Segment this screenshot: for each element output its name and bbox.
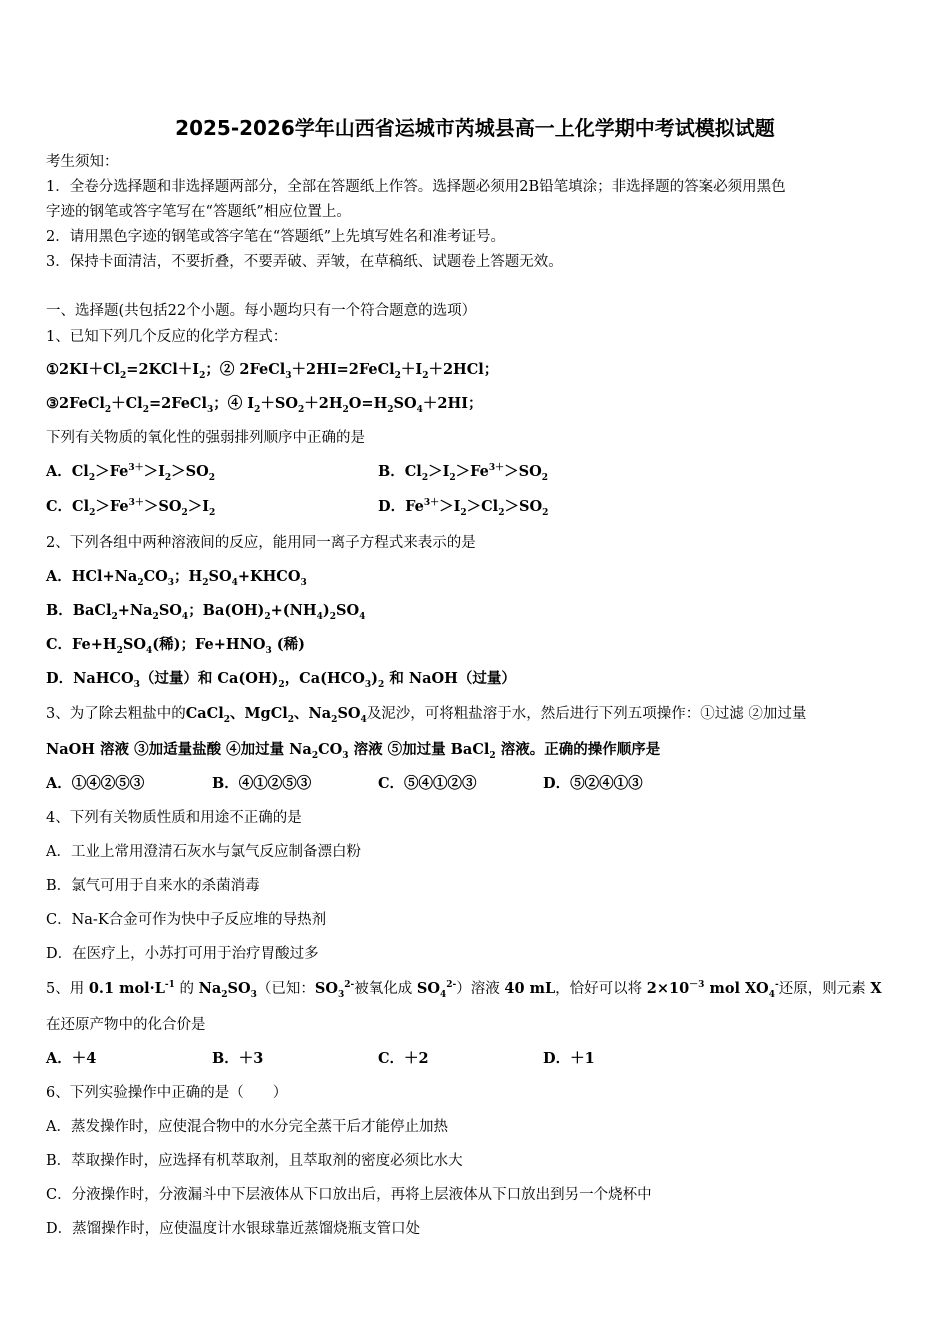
- notice-item: 1．全卷分选择题和非选择题两部分，全部在答题纸上作答。选择题必须用2B铅笔填涂；非选择题的答案必须用黑色: [46, 179, 786, 195]
- q3-option-b: B．④①②⑤③: [212, 775, 312, 792]
- notice-heading: 考生须知：: [46, 154, 119, 170]
- q1-equations-line1: $①2KI+Cl_2=2KCl+I_2$；② $2FeCl_3+2HI=2FeCl_2+I_2+2HCl$；: [46, 361, 499, 381]
- q5-option-a: A．＋4: [46, 1050, 97, 1067]
- q1-option-c: C．$Cl_2>Fe^{3+}>SO_2>I_2$: [46, 498, 216, 518]
- q6-option-c: C．分液操作时，分液漏斗中下层液体从下口放出后，再将上层液体从下口放出到另一个烧杯中: [46, 1187, 652, 1203]
- q1-equations-line2: $③2FeCl_2+Cl_2=2FeCl_3$；④ $I_2+SO_2+2H_2O=H_2SO_4+2HI$；: [46, 395, 483, 415]
- q4-option-b: B．氯气可用于自来水的杀菌消毒: [46, 878, 260, 894]
- question-4-stem: 4、下列有关物质性质和用途不正确的是: [46, 810, 302, 826]
- q5-option-b: B．＋3: [212, 1050, 264, 1067]
- notice-item: 字迹的钢笔或答字笔写在“答题纸”相应位置上。: [46, 204, 351, 220]
- q5-option-c: C．＋2: [378, 1050, 429, 1067]
- q1-option-b: B．$Cl_2>I_2>Fe^{3+}>SO_2$: [378, 463, 549, 483]
- q4-option-c: C．Na-K合金可作为快中子反应堆的导热剂: [46, 912, 327, 928]
- section-heading: 一、选择题(共包括22个小题。每小题均只有一个符合题意的选项）: [46, 303, 477, 319]
- q3-option-a: A．①④②⑤③: [46, 775, 145, 792]
- question-5-stem: 5、用 0.1 $mol\cdot L^{-1}$ 的 $Na_2SO_3$（已知：$SO_3^{2-}$被氧化成 $SO_4^{2-}$）溶液 40 mL，恰好可以将 $2\times 10^{-3}$ mol $XO_4^-$还原，则元素 X: [46, 980, 882, 1000]
- question-2-stem: 2、下列各组中两种溶液间的反应，能用同一离子方程式来表示的是: [46, 535, 476, 551]
- q1-option-d: D．$Fe^{3+}>I_2>Cl_2>SO_2$: [378, 498, 549, 518]
- question-3-stem-line2: NaOH 溶液 ③加适量盐酸 ④加过量 $Na_2CO_3$ 溶液 ⑤加过量 BaCl$_2$ 溶液。正确的操作顺序是: [46, 741, 661, 761]
- q5-option-d: D．＋1: [543, 1050, 595, 1067]
- question-6-stem: 6、下列实验操作中正确的是（ ）: [46, 1085, 288, 1101]
- q6-option-b: B．萃取操作时，应选择有机萃取剂，且萃取剂的密度必须比水大: [46, 1153, 463, 1169]
- question-5-stem-line2: 在还原产物中的化合价是: [46, 1017, 206, 1033]
- q3-option-c: C．⑤④①②③: [378, 775, 477, 792]
- page-title: 2025-2026学年山西省运城市芮城县高一上化学期中考试模拟试题: [175, 116, 775, 140]
- q6-option-a: A．蒸发操作时，应使混合物中的水分完全蒸干后才能停止加热: [46, 1119, 448, 1135]
- q2-option-d: D．NaHCO$_3$（过量）和 $Ca(OH)_2$，$Ca(HCO_3)_2$ 和 NaOH（过量）: [46, 670, 516, 690]
- notice-item: 3．保持卡面清洁，不要折叠，不要弄破、弄皱，在草稿纸、试题卷上答题无效。: [46, 254, 563, 270]
- question-3-stem: 3、为了除去粗盐中的CaCl$_2$、MgCl$_2$、$Na_2SO_4$及泥沙，可将粗盐溶于水，然后进行下列五项操作：①过滤 ②加过量: [46, 705, 807, 725]
- notice-item: 2．请用黑色字迹的钢笔或答字笔在“答题纸”上先填写姓名和准考证号。: [46, 229, 506, 245]
- q4-option-a: A．工业上常用澄清石灰水与氯气反应制备漂白粉: [46, 844, 361, 860]
- q2-option-b: B．$BaCl_2+Na_2SO_4$；$Ba(OH)_2+(NH_4)_2SO_4$: [46, 602, 366, 622]
- question-1-ask: 下列有关物质的氧化性的强弱排列顺序中正确的是: [46, 430, 365, 446]
- q1-option-a: A．$Cl_2>Fe^{3+}>I_2>SO_2$: [46, 463, 216, 483]
- q3-option-d: D．⑤②④①③: [543, 775, 643, 792]
- q2-option-a: A．$HCl+Na_2CO_3$；$H_2SO_4+KHCO_3$: [46, 568, 307, 588]
- q2-option-c: C．$Fe+H_2SO_4$(稀)；$Fe+HNO_3$ (稀): [46, 636, 305, 656]
- q6-option-d: D．蒸馏操作时，应使温度计水银球靠近蒸馏烧瓶支管口处: [46, 1221, 421, 1237]
- q4-option-d: D．在医疗上，小苏打可用于治疗胃酸过多: [46, 946, 319, 962]
- question-1-stem: 1、已知下列几个反应的化学方程式：: [46, 329, 288, 345]
